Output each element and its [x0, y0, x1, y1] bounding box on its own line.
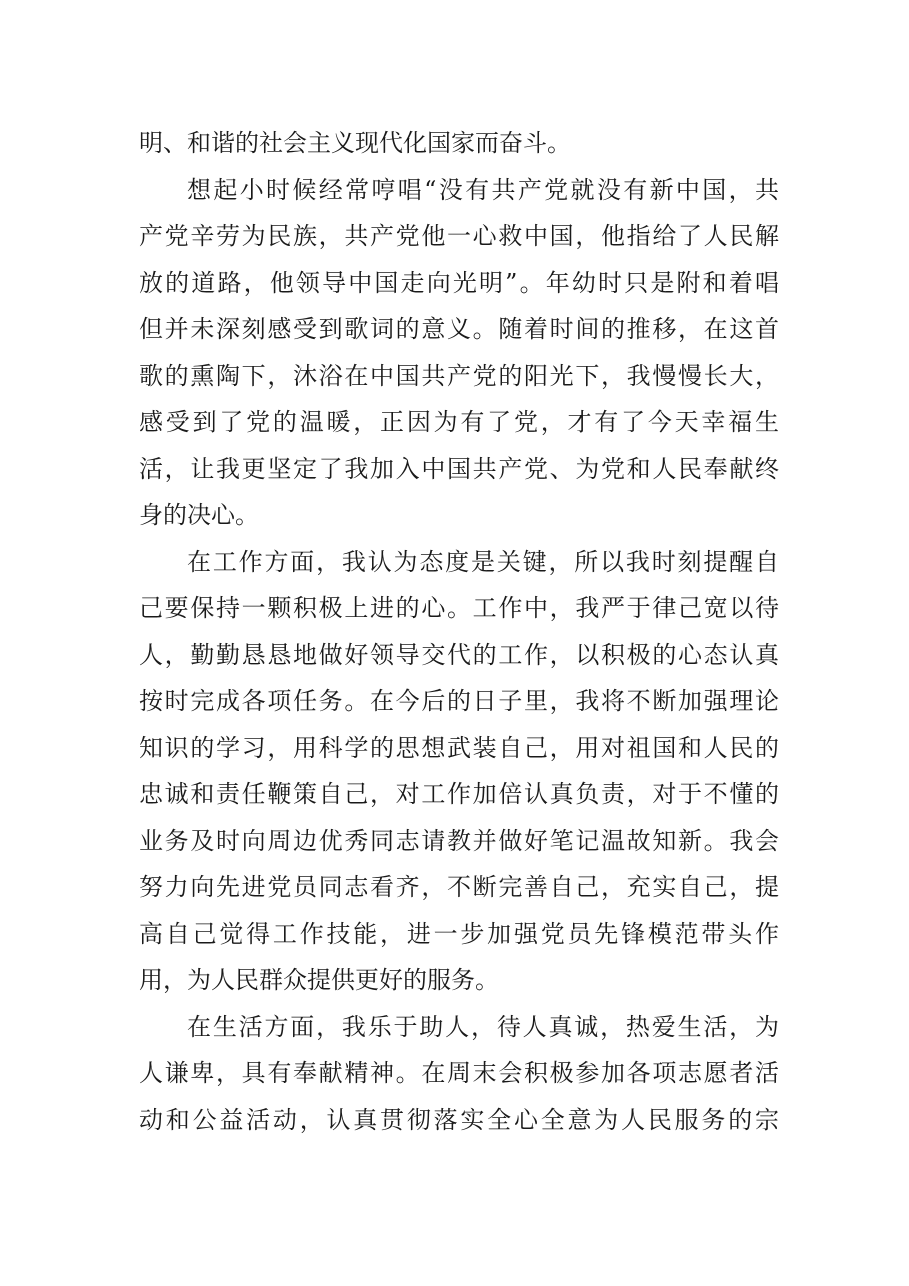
- text-line: 业务及时向周边优秀同志请教并做好笔记温故知新。我会: [139, 826, 779, 855]
- text-line: 动和公益活动，认真贯彻落实全心全意为人民服务的宗: [139, 1105, 779, 1134]
- text-line: 高自己觉得工作技能，进一步加强党员先锋模范带头作: [139, 919, 779, 948]
- text-line: 按时完成各项任务。在今后的日子里，我将不断加强理论: [139, 687, 779, 715]
- text-line: 活，让我更坚定了我加入中国共产党、为党和人民奉献终: [139, 454, 779, 483]
- text-line: 歌的熏陶下，沐浴在中国共产党的阳光下，我慢慢长大，: [139, 361, 779, 390]
- text-line: 人谦卑，具有奉献精神。在周末会积极参加各项志愿者活: [139, 1059, 779, 1087]
- paragraph-first-line: 在生活方面，我乐于助人，待人真诚，热爱生活，为: [187, 1012, 779, 1041]
- text-line: 人，勤勤恳恳地做好领导交代的工作，以积极的心态认真: [139, 640, 779, 669]
- text-line: 明、和谐的社会主义现代化国家而奋斗。: [139, 129, 571, 157]
- text-line: 身的决心。: [139, 501, 259, 529]
- text-line: 用，为人民群众提供更好的服务。: [139, 966, 499, 994]
- document-body: [139, 120, 779, 1143]
- text-line: 感受到了党的温暖，正因为有了党，才有了今天幸福生: [139, 408, 779, 436]
- text-line: 己要保持一颗积极上进的心。工作中，我严于律己宽以待: [139, 594, 779, 622]
- text-line: 知识的学习，用科学的思想武装自己，用对祖国和人民的: [139, 733, 779, 762]
- paragraph-first-line: 想起小时候经常哼唱“没有共产党就没有新中国，共: [187, 175, 779, 204]
- text-line: 但并未深刻感受到歌词的意义。随着时间的推移，在这首: [139, 315, 779, 343]
- text-line: 产党辛劳为民族，共产党他一心救中国，他指给了人民解: [139, 222, 779, 250]
- text-line: 努力向先进党员同志看齐，不断完善自己，充实自己，提: [139, 873, 779, 901]
- paragraph-first-line: 在工作方面，我认为态度是关键，所以我时刻提醒自: [187, 547, 779, 576]
- text-line: 放的道路，他领导中国走向光明”。年幼时只是附和着唱: [139, 268, 779, 297]
- text-line: 忠诚和责任鞭策自己，对工作加倍认真负责，对于不懂的: [139, 780, 779, 808]
